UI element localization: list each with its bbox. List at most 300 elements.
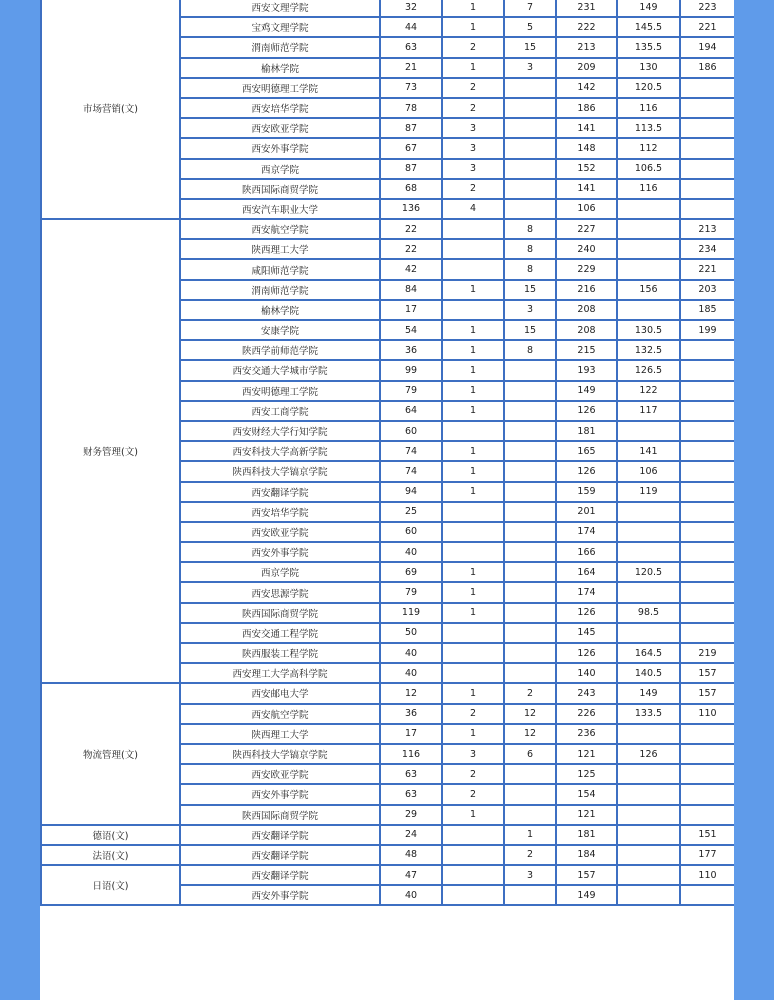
col-7-cell: 106 [617, 461, 680, 481]
school-cell: 西安航空学院 [180, 219, 380, 239]
plan-count-cell: 40 [380, 663, 442, 683]
col-5-cell: 2 [504, 845, 556, 865]
table-body [41, 0, 734, 905]
col-4-cell [442, 623, 504, 643]
col-5-cell [504, 582, 556, 602]
school-cell: 西安翻译学院 [180, 482, 380, 502]
plan-count-cell: 21 [380, 58, 442, 78]
col-4-cell [442, 421, 504, 441]
col-8-cell: 157 [680, 663, 734, 683]
col-5-cell: 8 [504, 239, 556, 259]
school-cell: 西安汽车职业大学 [180, 199, 380, 219]
school-cell: 西安翻译学院 [180, 865, 380, 885]
col-4-cell: 3 [442, 118, 504, 138]
col-5-cell: 1 [504, 825, 556, 845]
col-5-cell: 15 [504, 280, 556, 300]
score-cell: 140 [556, 663, 617, 683]
col-5-cell: 6 [504, 744, 556, 764]
plan-count-cell: 25 [380, 502, 442, 522]
school-cell: 西安欧亚学院 [180, 522, 380, 542]
school-cell: 西京学院 [180, 562, 380, 582]
col-8-cell [680, 542, 734, 562]
plan-count-cell: 22 [380, 239, 442, 259]
col-5-cell [504, 381, 556, 401]
col-4-cell: 1 [442, 401, 504, 421]
col-4-cell: 1 [442, 461, 504, 481]
col-4-cell [442, 239, 504, 259]
col-4-cell: 2 [442, 98, 504, 118]
school-cell: 西安培华学院 [180, 502, 380, 522]
col-5-cell: 8 [504, 259, 556, 279]
plan-count-cell: 136 [380, 199, 442, 219]
col-8-cell [680, 98, 734, 118]
col-5-cell: 7 [504, 0, 556, 17]
col-5-cell: 15 [504, 320, 556, 340]
score-cell: 126 [556, 461, 617, 481]
school-cell: 西安理工大学高科学院 [180, 663, 380, 683]
plan-count-cell: 50 [380, 623, 442, 643]
col-8-cell: 110 [680, 865, 734, 885]
col-7-cell: 141 [617, 441, 680, 461]
col-4-cell: 2 [442, 179, 504, 199]
col-8-cell: 157 [680, 683, 734, 703]
plan-count-cell: 17 [380, 300, 442, 320]
col-7-cell: 120.5 [617, 562, 680, 582]
col-5-cell [504, 401, 556, 421]
score-cell: 106 [556, 199, 617, 219]
col-7-cell: 149 [617, 683, 680, 703]
plan-count-cell: 40 [380, 542, 442, 562]
plan-count-cell: 69 [380, 562, 442, 582]
col-8-cell [680, 461, 734, 481]
col-8-cell: 213 [680, 219, 734, 239]
school-cell: 西安外事学院 [180, 138, 380, 158]
plan-count-cell: 79 [380, 381, 442, 401]
col-5-cell [504, 502, 556, 522]
plan-count-cell: 63 [380, 764, 442, 784]
school-cell: 西安财经大学行知学院 [180, 421, 380, 441]
col-7-cell [617, 623, 680, 643]
col-8-cell: 185 [680, 300, 734, 320]
col-8-cell [680, 340, 734, 360]
col-5-cell [504, 482, 556, 502]
school-cell: 西安欧亚学院 [180, 764, 380, 784]
major-cell: 法语(文) [41, 845, 180, 865]
col-8-cell [680, 159, 734, 179]
school-cell: 西安航空学院 [180, 704, 380, 724]
col-4-cell: 1 [442, 562, 504, 582]
col-7-cell [617, 542, 680, 562]
col-4-cell: 2 [442, 764, 504, 784]
plan-count-cell: 44 [380, 17, 442, 37]
col-7-cell: 130.5 [617, 320, 680, 340]
col-7-cell [617, 885, 680, 905]
score-cell: 164 [556, 562, 617, 582]
school-cell: 陕西科技大学镐京学院 [180, 461, 380, 481]
score-cell: 193 [556, 360, 617, 380]
col-7-cell [617, 805, 680, 825]
col-7-cell [617, 219, 680, 239]
col-7-cell [617, 784, 680, 804]
col-4-cell: 1 [442, 360, 504, 380]
col-5-cell [504, 623, 556, 643]
col-7-cell: 112 [617, 138, 680, 158]
col-7-cell: 126.5 [617, 360, 680, 380]
score-cell: 126 [556, 643, 617, 663]
plan-count-cell: 22 [380, 219, 442, 239]
school-cell: 西安外事学院 [180, 542, 380, 562]
plan-count-cell: 99 [380, 360, 442, 380]
col-7-cell: 132.5 [617, 340, 680, 360]
school-cell: 陕西国际商贸学院 [180, 179, 380, 199]
col-5-cell [504, 118, 556, 138]
school-cell: 西安欧亚学院 [180, 118, 380, 138]
col-5-cell [504, 643, 556, 663]
score-cell: 208 [556, 320, 617, 340]
plan-count-cell: 60 [380, 421, 442, 441]
col-4-cell [442, 259, 504, 279]
plan-count-cell: 12 [380, 683, 442, 703]
col-8-cell [680, 603, 734, 623]
score-cell: 141 [556, 179, 617, 199]
plan-count-cell: 73 [380, 78, 442, 98]
col-5-cell [504, 360, 556, 380]
col-7-cell [617, 582, 680, 602]
col-4-cell: 1 [442, 482, 504, 502]
plan-count-cell: 47 [380, 865, 442, 885]
plan-count-cell: 63 [380, 37, 442, 57]
col-7-cell [617, 764, 680, 784]
school-cell: 西京学院 [180, 159, 380, 179]
col-7-cell: 145.5 [617, 17, 680, 37]
major-cell: 财务管理(文) [41, 219, 180, 683]
col-5-cell: 12 [504, 724, 556, 744]
col-7-cell: 116 [617, 98, 680, 118]
score-cell: 121 [556, 805, 617, 825]
table-row [41, 683, 734, 703]
col-7-cell [617, 724, 680, 744]
table-row [41, 825, 734, 845]
col-8-cell [680, 421, 734, 441]
col-4-cell: 1 [442, 603, 504, 623]
col-8-cell [680, 401, 734, 421]
table-row [41, 219, 734, 239]
col-7-cell [617, 259, 680, 279]
col-5-cell [504, 562, 556, 582]
score-cell: 157 [556, 865, 617, 885]
school-cell: 陕西服装工程学院 [180, 643, 380, 663]
score-cell: 215 [556, 340, 617, 360]
plan-count-cell: 60 [380, 522, 442, 542]
col-7-cell: 130 [617, 58, 680, 78]
col-8-cell [680, 199, 734, 219]
plan-count-cell: 119 [380, 603, 442, 623]
school-cell: 西安思源学院 [180, 582, 380, 602]
plan-count-cell: 29 [380, 805, 442, 825]
school-cell: 西安外事学院 [180, 784, 380, 804]
plan-count-cell: 78 [380, 98, 442, 118]
col-4-cell: 1 [442, 805, 504, 825]
score-cell: 229 [556, 259, 617, 279]
col-7-cell [617, 199, 680, 219]
plan-count-cell: 17 [380, 724, 442, 744]
school-cell: 陕西理工大学 [180, 239, 380, 259]
school-cell: 西安翻译学院 [180, 845, 380, 865]
col-4-cell [442, 219, 504, 239]
score-cell: 240 [556, 239, 617, 259]
school-cell: 榆林学院 [180, 58, 380, 78]
col-8-cell [680, 784, 734, 804]
score-cell: 174 [556, 522, 617, 542]
school-cell: 西安明德理工学院 [180, 381, 380, 401]
col-4-cell: 2 [442, 37, 504, 57]
col-5-cell: 8 [504, 340, 556, 360]
col-5-cell [504, 98, 556, 118]
col-4-cell [442, 300, 504, 320]
score-cell: 148 [556, 138, 617, 158]
score-cell: 208 [556, 300, 617, 320]
table-row [41, 845, 734, 865]
col-8-cell [680, 441, 734, 461]
plan-count-cell: 54 [380, 320, 442, 340]
plan-count-cell: 63 [380, 784, 442, 804]
plan-count-cell: 67 [380, 138, 442, 158]
score-cell: 166 [556, 542, 617, 562]
score-cell: 149 [556, 885, 617, 905]
col-4-cell: 2 [442, 704, 504, 724]
col-4-cell: 1 [442, 683, 504, 703]
col-8-cell: 177 [680, 845, 734, 865]
col-7-cell: 133.5 [617, 704, 680, 724]
col-7-cell: 117 [617, 401, 680, 421]
col-4-cell [442, 502, 504, 522]
score-cell: 152 [556, 159, 617, 179]
col-7-cell: 120.5 [617, 78, 680, 98]
col-5-cell [504, 764, 556, 784]
col-5-cell: 3 [504, 300, 556, 320]
score-cell: 181 [556, 421, 617, 441]
score-cell: 121 [556, 744, 617, 764]
col-8-cell [680, 522, 734, 542]
col-8-cell: 194 [680, 37, 734, 57]
school-cell: 安康学院 [180, 320, 380, 340]
col-7-cell [617, 865, 680, 885]
col-4-cell [442, 522, 504, 542]
plan-count-cell: 87 [380, 159, 442, 179]
score-cell: 209 [556, 58, 617, 78]
col-5-cell [504, 138, 556, 158]
col-7-cell [617, 845, 680, 865]
col-7-cell: 113.5 [617, 118, 680, 138]
col-4-cell: 1 [442, 58, 504, 78]
col-8-cell [680, 885, 734, 905]
plan-count-cell: 36 [380, 340, 442, 360]
col-5-cell: 15 [504, 37, 556, 57]
score-cell: 216 [556, 280, 617, 300]
col-4-cell [442, 885, 504, 905]
major-cell: 市场营销(文) [41, 0, 180, 219]
col-4-cell [442, 825, 504, 845]
score-cell: 226 [556, 704, 617, 724]
plan-count-cell: 24 [380, 825, 442, 845]
col-4-cell: 3 [442, 159, 504, 179]
col-8-cell: 151 [680, 825, 734, 845]
col-8-cell [680, 360, 734, 380]
col-5-cell [504, 603, 556, 623]
col-8-cell [680, 381, 734, 401]
school-cell: 陕西学前师范学院 [180, 340, 380, 360]
score-cell: 227 [556, 219, 617, 239]
school-cell: 渭南师范学院 [180, 280, 380, 300]
col-7-cell: 116 [617, 179, 680, 199]
score-cell: 126 [556, 401, 617, 421]
col-4-cell [442, 865, 504, 885]
school-cell: 西安交通工程学院 [180, 623, 380, 643]
col-8-cell [680, 482, 734, 502]
col-7-cell: 119 [617, 482, 680, 502]
col-4-cell: 1 [442, 340, 504, 360]
col-5-cell [504, 522, 556, 542]
school-cell: 西安工商学院 [180, 401, 380, 421]
col-5-cell: 5 [504, 17, 556, 37]
school-cell: 西安科技大学高新学院 [180, 441, 380, 461]
col-7-cell: 135.5 [617, 37, 680, 57]
col-5-cell [504, 441, 556, 461]
col-7-cell [617, 300, 680, 320]
col-4-cell: 4 [442, 199, 504, 219]
col-8-cell [680, 805, 734, 825]
col-8-cell [680, 562, 734, 582]
col-8-cell [680, 138, 734, 158]
plan-count-cell: 79 [380, 582, 442, 602]
col-8-cell [680, 623, 734, 643]
table-row [41, 865, 734, 885]
school-cell: 宝鸡文理学院 [180, 17, 380, 37]
school-cell: 西安邮电大学 [180, 683, 380, 703]
plan-count-cell: 36 [380, 704, 442, 724]
plan-count-cell: 74 [380, 461, 442, 481]
col-7-cell [617, 522, 680, 542]
col-8-cell [680, 724, 734, 744]
plan-count-cell: 68 [380, 179, 442, 199]
score-cell: 126 [556, 603, 617, 623]
col-8-cell [680, 502, 734, 522]
admission-score-table [40, 0, 734, 906]
plan-count-cell: 87 [380, 118, 442, 138]
score-cell: 165 [556, 441, 617, 461]
plan-count-cell: 48 [380, 845, 442, 865]
score-cell: 231 [556, 0, 617, 17]
score-cell: 125 [556, 764, 617, 784]
col-8-cell: 221 [680, 259, 734, 279]
score-cell: 201 [556, 502, 617, 522]
col-4-cell: 1 [442, 280, 504, 300]
school-cell: 陕西理工大学 [180, 724, 380, 744]
col-8-cell [680, 744, 734, 764]
table-row [41, 0, 734, 17]
plan-count-cell: 42 [380, 259, 442, 279]
col-8-cell: 234 [680, 239, 734, 259]
col-4-cell: 1 [442, 320, 504, 340]
col-8-cell [680, 118, 734, 138]
col-5-cell [504, 421, 556, 441]
school-cell: 西安交通大学城市学院 [180, 360, 380, 380]
plan-count-cell: 64 [380, 401, 442, 421]
col-8-cell: 203 [680, 280, 734, 300]
col-5-cell: 3 [504, 58, 556, 78]
score-cell: 186 [556, 98, 617, 118]
school-cell: 西安外事学院 [180, 885, 380, 905]
col-4-cell [442, 643, 504, 663]
col-4-cell: 2 [442, 784, 504, 804]
school-cell: 陕西国际商贸学院 [180, 603, 380, 623]
score-cell: 236 [556, 724, 617, 744]
col-7-cell: 164.5 [617, 643, 680, 663]
school-cell: 西安翻译学院 [180, 825, 380, 845]
score-cell: 213 [556, 37, 617, 57]
col-4-cell: 2 [442, 78, 504, 98]
col-4-cell: 1 [442, 724, 504, 744]
col-5-cell: 3 [504, 865, 556, 885]
score-cell: 222 [556, 17, 617, 37]
major-cell: 德语(文) [41, 825, 180, 845]
plan-count-cell: 32 [380, 0, 442, 17]
admission-table-sheet [40, 0, 734, 1000]
score-cell: 154 [556, 784, 617, 804]
col-5-cell [504, 663, 556, 683]
school-cell: 西安文理学院 [180, 0, 380, 17]
school-cell: 陕西科技大学镐京学院 [180, 744, 380, 764]
col-7-cell: 126 [617, 744, 680, 764]
plan-count-cell: 84 [380, 280, 442, 300]
major-cell: 日语(文) [41, 865, 180, 905]
col-7-cell [617, 421, 680, 441]
plan-count-cell: 94 [380, 482, 442, 502]
col-5-cell: 8 [504, 219, 556, 239]
col-5-cell [504, 542, 556, 562]
col-4-cell: 3 [442, 138, 504, 158]
col-8-cell: 186 [680, 58, 734, 78]
col-7-cell: 149 [617, 0, 680, 17]
col-4-cell: 1 [442, 381, 504, 401]
col-5-cell [504, 179, 556, 199]
col-7-cell: 156 [617, 280, 680, 300]
score-cell: 174 [556, 582, 617, 602]
plan-count-cell: 40 [380, 643, 442, 663]
school-cell: 渭南师范学院 [180, 37, 380, 57]
col-5-cell [504, 461, 556, 481]
col-5-cell [504, 885, 556, 905]
score-cell: 141 [556, 118, 617, 138]
score-cell: 145 [556, 623, 617, 643]
col-4-cell: 1 [442, 0, 504, 17]
col-5-cell: 2 [504, 683, 556, 703]
major-cell: 物流管理(文) [41, 683, 180, 824]
col-8-cell: 223 [680, 0, 734, 17]
col-7-cell: 106.5 [617, 159, 680, 179]
col-4-cell [442, 542, 504, 562]
col-8-cell: 219 [680, 643, 734, 663]
col-4-cell [442, 663, 504, 683]
col-4-cell [442, 845, 504, 865]
school-cell: 咸阳师范学院 [180, 259, 380, 279]
col-8-cell: 221 [680, 17, 734, 37]
col-4-cell: 1 [442, 441, 504, 461]
col-7-cell: 122 [617, 381, 680, 401]
col-8-cell: 199 [680, 320, 734, 340]
plan-count-cell: 40 [380, 885, 442, 905]
col-7-cell: 98.5 [617, 603, 680, 623]
